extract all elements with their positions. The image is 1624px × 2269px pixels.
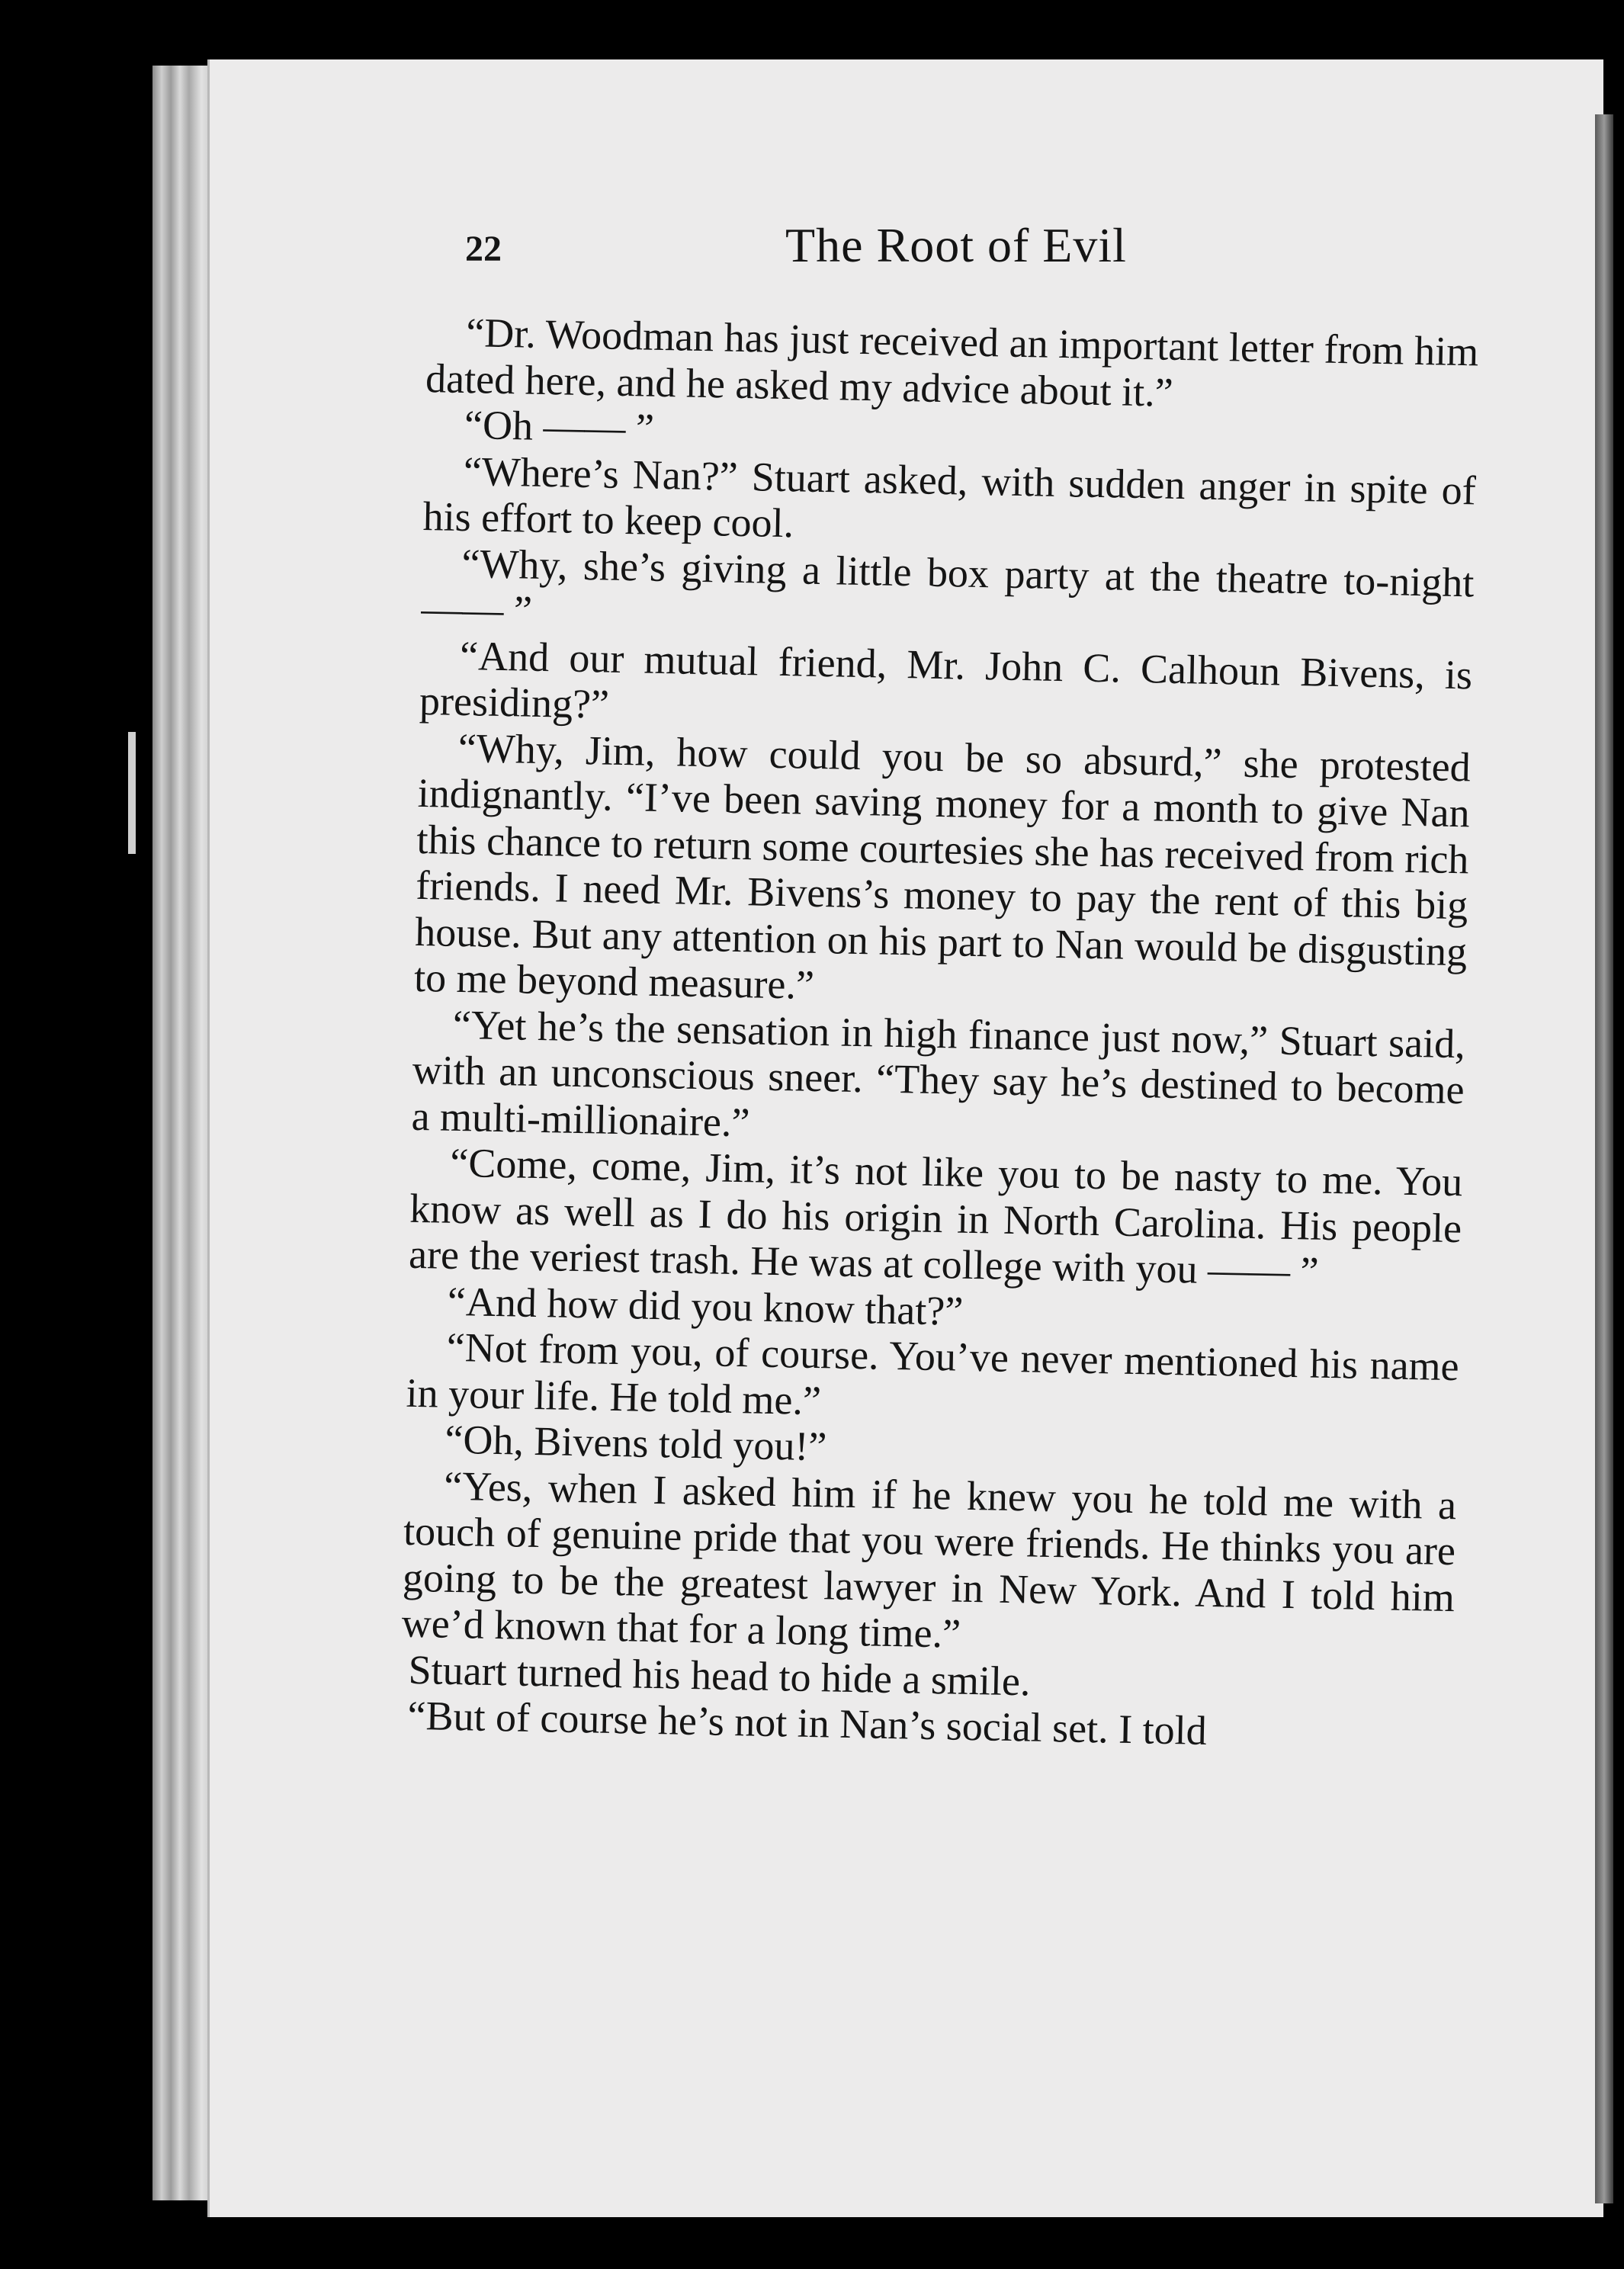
paragraph: “Where’s Nan?” Stuart asked, with sudden anger in spite of his effort to keep cool. bbox=[422, 448, 1477, 547]
page-header bbox=[465, 217, 1487, 294]
running-title: The Root of Evil bbox=[785, 218, 1127, 272]
paragraph: “Why, she’s giving a little box party at the theatre to-night —— ” bbox=[420, 540, 1475, 634]
paragraph: “Oh, Bivens told you!” bbox=[444, 1416, 827, 1470]
paragraph: “Dr. Woodman has just received an important letter from him dated here, and he asked my advice about it.” bbox=[425, 309, 1479, 416]
paragraph: “Yet he’s the sensation in high finance just now,” Stuart said, with an unconscious sneer. “They say he’s destined to become a multi-millionaire.” bbox=[411, 1001, 1466, 1145]
spine-mark bbox=[128, 732, 136, 854]
paragraph: “Come, come, Jim, it’s not like you to be nasty to me. You know as well as I do his origin in North Carolina. His people are the veriest trash. He was at college with you —— ” bbox=[408, 1139, 1463, 1295]
paragraph: “And our mutual friend, Mr. John C. Calhoun Bivens, is presiding?” bbox=[419, 632, 1473, 727]
page-number: 22 bbox=[465, 229, 502, 269]
paragraph: “Why, Jim, how could you be so absurd,” she protested indignantly. “I’ve been saving money for a month to give Nan this chance to return some courtesies she has received from rich friends. I need Mr. Bivens’s money to pay the rent of this big house. But any attention on his part to Nan would be disgusting to me beyond measure.” bbox=[413, 724, 1472, 1008]
paragraph: “But of course he’s not in Nan’s social set. I told bbox=[407, 1692, 1208, 1754]
book-spine-edge bbox=[152, 66, 213, 2200]
paragraph: “And how did you know that?” bbox=[447, 1278, 964, 1334]
paragraph: “Yes, when I asked him if he knew you he told me with a touch of genuine pride that you were friends. He thinks you are going to be the greatest lawyer in New York. And I told him we’d known that for a long time.” bbox=[401, 1462, 1457, 1657]
paragraph: Stuart turned his head to hide a smile. bbox=[408, 1646, 1031, 1705]
paragraph: “Oh —— ” bbox=[464, 401, 655, 451]
page-stack-edge bbox=[1595, 114, 1613, 2203]
body-text bbox=[400, 309, 1479, 1759]
paragraph: “Not from you, of course. You’ve never mentioned his name in your life. He told me.” bbox=[406, 1324, 1460, 1423]
